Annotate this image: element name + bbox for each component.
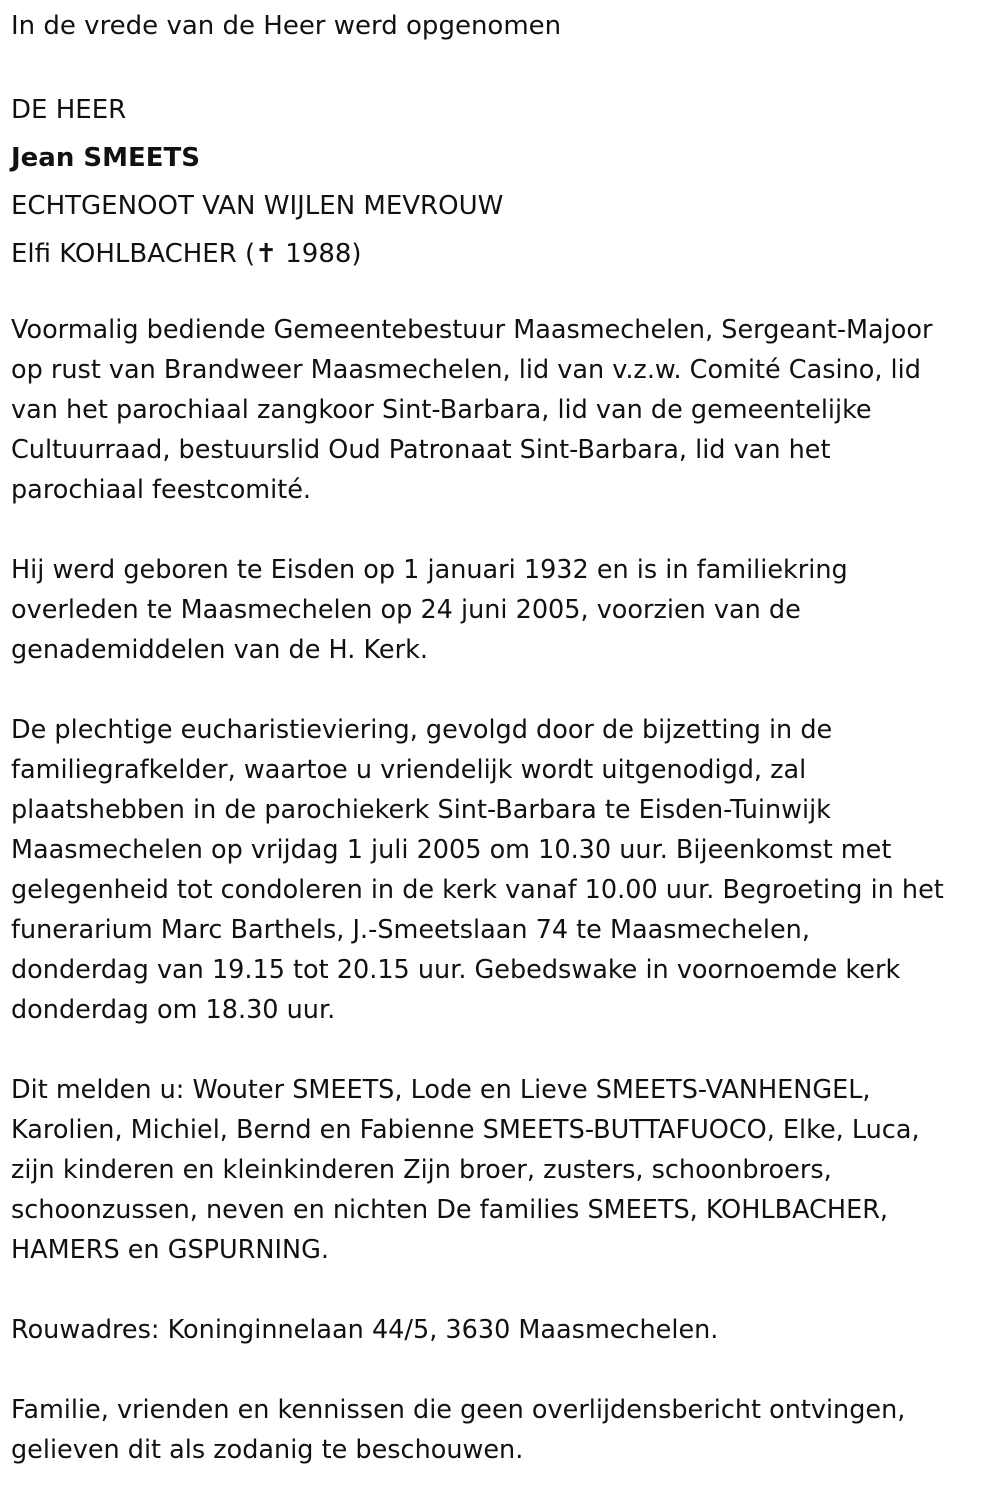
address-line: Rouwadres: Koninginnelaan 44/5, 3630 Maasmechelen. (11, 1315, 719, 1345)
birth-death-paragraph (11, 550, 848, 670)
ceremony-line: familiegrafkelder, waartoe u vriendelijk wordt uitgenodigd, zal (11, 755, 807, 785)
family-line: HAMERS en GSPURNING. (11, 1235, 329, 1265)
birth-death-line: overleden te Maasmechelen op 24 juni 2005, voorzien van de (11, 595, 801, 625)
career-line: Voormalig bediende Gemeentebestuur Maasmechelen, Sergeant-Majoor (11, 315, 933, 345)
deceased-header (11, 86, 503, 278)
deceased-name: Jean SMEETS (11, 143, 200, 173)
birth-death-line: genademiddelen van de H. Kerk. (11, 635, 428, 665)
ceremony-line: donderdag van 19.15 tot 20.15 uur. Gebedswake in voornoemde kerk (11, 955, 901, 985)
career-line: van het parochiaal zangkoor Sint-Barbara, lid van de gemeentelijke (11, 395, 872, 425)
intro-text: In de vrede van de Heer werd opgenomen (11, 11, 562, 41)
notice-paragraph (11, 1390, 905, 1470)
ceremony-line: funerarium Marc Barthels, J.-Smeetslaan 74 te Maasmechelen, (11, 915, 810, 945)
ceremony-paragraph (11, 710, 944, 1030)
family-paragraph (11, 1070, 920, 1270)
family-line: zijn kinderen en kleinkinderen Zijn broer, zusters, schoonbroers, (11, 1155, 832, 1185)
ceremony-line: De plechtige eucharistieviering, gevolgd door de bijzetting in de (11, 715, 833, 745)
address-paragraph (11, 1310, 718, 1350)
ceremony-line: gelegenheid tot condoleren in de kerk vanaf 10.00 uur. Begroeting in het (11, 875, 944, 905)
career-paragraph (11, 310, 932, 510)
family-line: Karolien, Michiel, Bernd en Fabienne SMEETS-BUTTAFUOCO, Elke, Luca, (11, 1115, 920, 1145)
career-line: Cultuurraad, bestuurslid Oud Patronaat Sint-Barbara, lid van het (11, 435, 831, 465)
notice-line: gelieven dit als zodanig te beschouwen. (11, 1435, 524, 1465)
notice-line: Familie, vrienden en kennissen die geen overlijdensbericht ontvingen, (11, 1395, 906, 1425)
relation-line: ECHTGENOOT VAN WIJLEN MEVROUW (11, 191, 504, 221)
ceremony-line: plaatshebben in de parochiekerk Sint-Barbara te Eisden-Tuinwijk (11, 795, 831, 825)
family-line: Dit melden u: Wouter SMEETS, Lode en Lieve SMEETS-VANHENGEL, (11, 1075, 871, 1105)
career-line: op rust van Brandweer Maasmechelen, lid van v.z.w. Comité Casino, lid (11, 355, 921, 385)
birth-death-line: Hij werd geboren te Eisden op 1 januari 1932 en is in familiekring (11, 555, 848, 585)
family-line: schoonzussen, neven en nichten De families SMEETS, KOHLBACHER, (11, 1195, 889, 1225)
ceremony-line: Maasmechelen op vrijdag 1 juli 2005 om 10.30 uur. Bijeenkomst met (11, 835, 892, 865)
spouse-line: Elfi KOHLBACHER (✝ 1988) (11, 239, 362, 269)
ceremony-line: donderdag om 18.30 uur. (11, 995, 336, 1025)
salutation: DE HEER (11, 95, 127, 125)
career-line: parochiaal feestcomité. (11, 475, 312, 505)
